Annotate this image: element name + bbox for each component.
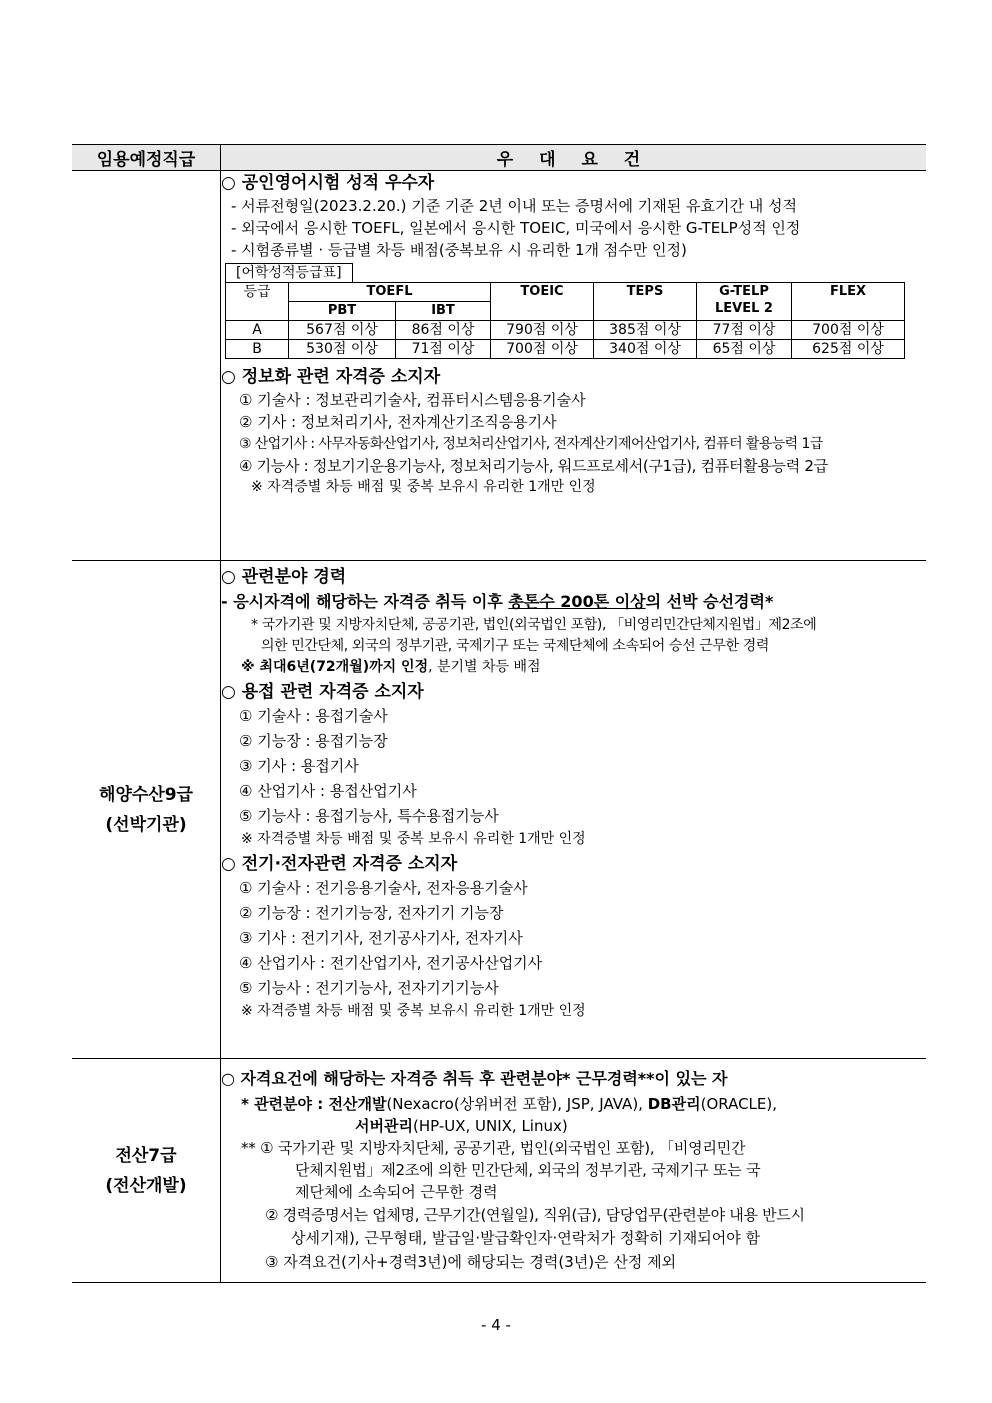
comp-note-1a: ** ① 국가기관 및 지방자치단체, 공공기관, 법인(외국법인 포함), 「비영리민간 <box>241 1139 746 1157</box>
cell: 790점 이상 <box>491 321 594 340</box>
th-gtelp-2: LEVEL 2 <box>715 301 773 316</box>
cell: 71점 이상 <box>396 340 491 359</box>
cell: 77점 이상 <box>697 321 792 340</box>
th-gtelp-1: G-TELP <box>719 284 769 299</box>
row3-label <box>72 1059 221 1283</box>
cell: 65점 이상 <box>697 340 792 359</box>
row-maritime <box>72 561 926 1059</box>
th-toefl: TOEFL <box>289 283 491 302</box>
weld-item-4: ④ 산업기사 : 용접산업기사 <box>239 782 417 800</box>
comp-note-3: ③ 자격요건(기사+경력3년)에 해당되는 경력(3년)은 산정 제외 <box>265 1253 677 1271</box>
cell: 700점 이상 <box>491 340 594 359</box>
score-table <box>225 282 905 359</box>
career-line-underline: 총톤수 200톤 이상 <box>508 592 646 611</box>
th-toeic: TOEIC <box>491 283 594 321</box>
row3-label-2: (전산개발) <box>105 1175 187 1196</box>
weld-item-3: ③ 기사 : 용접기사 <box>239 757 359 775</box>
page-number: - 4 - <box>481 1316 511 1334</box>
elec-item-2: ② 기능장 : 전기기능장, 전자기기 기능장 <box>239 904 504 922</box>
elec-item-4: ④ 산업기사 : 전기산업기사, 전기공사산업기사 <box>239 954 543 972</box>
comp-note-2a: ② 경력증명서는 업체명, 근무기간(연월일), 직위(급), 담당업무(관련분야 내용 반드시 <box>265 1206 805 1224</box>
elec-note: ※ 자격증별 차등 배점 및 중복 보유시 유리한 1개만 인정 <box>241 1003 586 1019</box>
career-title: ○ 관련분야 경력 <box>221 567 347 587</box>
cell: B <box>226 340 289 359</box>
header-requirements: 우 대 요 건 <box>221 145 927 171</box>
header-position: 임용예정직급 <box>72 145 221 171</box>
comp-title: ○ 자격요건에 해당하는 자격증 취득 후 관련분야* 근무경력**이 있는 자 <box>221 1069 728 1088</box>
row2-content <box>221 561 927 1059</box>
cell: 340점 이상 <box>594 340 697 359</box>
th-teps: TEPS <box>594 283 697 321</box>
th-ibt: IBT <box>396 302 491 321</box>
cell: 567점 이상 <box>289 321 396 340</box>
row2-label-2: (선박기관) <box>105 814 187 835</box>
elec-item-3: ③ 기사 : 전기기사, 전기공사기사, 전자기사 <box>239 929 523 947</box>
comp-note-2b: 상세기재), 근무형태, 발급일·발급확인자·연락처가 정확히 기재되어야 함 <box>291 1229 760 1247</box>
cell: 385점 이상 <box>594 321 697 340</box>
career-max <box>221 657 926 678</box>
weld-item-5: ⑤ 기능사 : 용접기능사, 특수용접기능사 <box>239 807 499 825</box>
weld-title: ○ 용접 관련 자격증 소지자 <box>221 682 424 702</box>
th-flex: FLEX <box>792 283 905 321</box>
th-gtelp <box>697 283 792 321</box>
elec-title: ○ 전기·전자관련 자격증 소지자 <box>221 854 458 874</box>
comp-note-1c: 제단체에 소속되어 근무한 경력 <box>295 1183 498 1201</box>
comp-note-1b: 단체지원법」제2조에 의한 민간단체, 외국의 정부기관, 국제기구 또는 국 <box>295 1161 761 1179</box>
career-max-rest: , 분기별 차등 배점 <box>428 659 541 675</box>
comp-field <box>221 1093 926 1115</box>
career-line <box>221 589 926 615</box>
career-line-b: 의 선박 승선경력* <box>645 592 774 611</box>
weld-item-1: ① 기술사 : 용접기술사 <box>239 707 388 725</box>
th-pbt: PBT <box>289 302 396 321</box>
comp-field-dev-rest: (Nexacro(상위버전 포함), JSP, JAVA), <box>386 1095 648 1113</box>
header-row <box>72 145 926 171</box>
elec-item-1: ① 기술사 : 전기응용기술사, 전자응용기술사 <box>239 879 528 897</box>
comp-field-server <box>221 1115 926 1137</box>
career-line-a: - 응시자격에 해당하는 자격증 취득 이후 <box>221 592 509 611</box>
career-star-1: * 국가기관 및 지방자치단체, 공공기관, 법인(외국법인 포함), 「비영리민간단체지원법」제2조에 <box>251 617 817 633</box>
it-item-3: ③ 산업기사 : 사무자동화산업기사, 정보처리산업기사, 전자계산기제어산업기사, 컴퓨터 활용능력 1급 <box>239 436 823 452</box>
cell: 86점 이상 <box>396 321 491 340</box>
weld-note: ※ 자격증별 차등 배점 및 중복 보유시 유리한 1개만 인정 <box>241 831 586 847</box>
it-item-2: ② 기사 : 정보처리기사, 전자계산기조직응용기사 <box>239 413 557 431</box>
comp-field-dev: 전산개발 <box>328 1095 387 1113</box>
row1-label <box>72 171 221 561</box>
row3-label-1: 전산7급 <box>115 1145 177 1166</box>
it-item-4: ④ 기능사 : 정보기기운용기능사, 정보처리기능사, 워드프로세서(구1급), 컴퓨터활용능력 2급 <box>239 457 828 475</box>
score-row-a <box>226 321 905 340</box>
english-line-2: - 외국에서 응시한 TOEFL, 일본에서 응시한 TOEIC, 미국에서 응시한 G-TELP성적 인정 <box>231 219 801 237</box>
comp-field-label: * 관련분야 : <box>241 1095 329 1113</box>
cell: 625점 이상 <box>792 340 905 359</box>
row-english-it <box>72 171 926 561</box>
weld-item-2: ② 기능장 : 용접기능장 <box>239 732 388 750</box>
it-item-1: ① 기술사 : 정보관리기술사, 컴퓨터시스템응용기술사 <box>239 391 586 409</box>
english-line-1: - 서류전형일(2023.2.20.) 기준 기준 2년 이내 또는 증명서에 기재된 유효기간 내 성적 <box>231 197 797 215</box>
row1-content <box>221 171 927 561</box>
it-title: ○ 정보화 관련 자격증 소지자 <box>221 367 441 387</box>
cell: 700점 이상 <box>792 321 905 340</box>
it-note: ※ 자격증별 차등 배점 및 중복 보유시 유리한 1개만 인정 <box>251 479 596 495</box>
row3-content <box>221 1059 927 1283</box>
comp-field-srv-rest: (HP-UX, UNIX, Linux) <box>412 1117 568 1135</box>
score-row-b <box>226 340 905 359</box>
english-title: ○ 공인영어시험 성적 우수자 <box>221 173 435 193</box>
elec-item-5: ⑤ 기능사 : 전기기능사, 전자기기기능사 <box>239 979 499 997</box>
comp-field-db: DB관리 <box>647 1095 701 1113</box>
th-grade: 등급 <box>226 283 289 321</box>
cell: 530점 이상 <box>289 340 396 359</box>
comp-field-db-rest: (ORACLE), <box>700 1095 777 1113</box>
preference-table <box>72 144 926 1283</box>
score-table-caption: [어학성적등급표] <box>225 263 353 282</box>
career-star-2: 의한 민간단체, 외국의 정부기관, 국제기구 또는 국제단체에 소속되어 승선 근무한 경력 <box>261 638 769 654</box>
row-computing <box>72 1059 926 1283</box>
row2-label <box>72 561 221 1059</box>
english-line-3: - 시험종류별 · 등급별 차등 배점(중복보유 시 유리한 1개 점수만 인정) <box>231 241 687 259</box>
row2-label-1: 해양수산9급 <box>99 784 193 805</box>
cell: A <box>226 321 289 340</box>
comp-field-srv: 서버관리 <box>355 1117 413 1135</box>
career-max-bold: ※ 최대6년(72개월)까지 인정 <box>241 659 429 675</box>
